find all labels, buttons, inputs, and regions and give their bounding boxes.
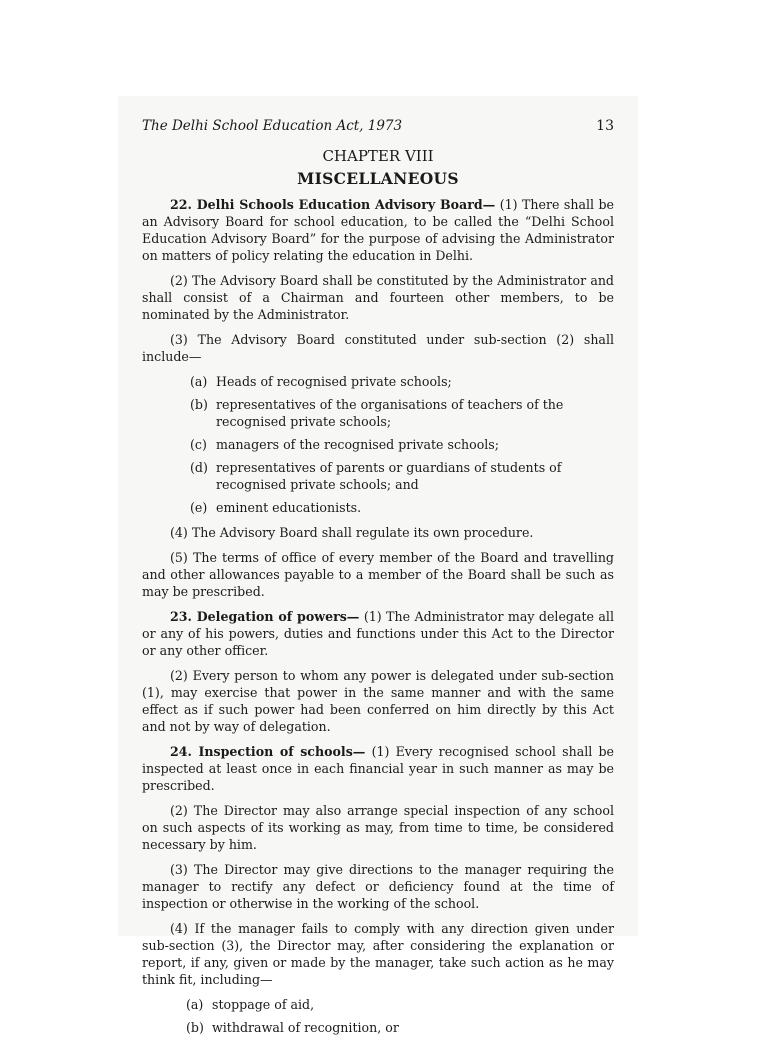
section-23-title: 23. Delegation of powers— [170,609,360,624]
list-item-text: eminent educationists. [216,500,362,515]
list-item-text: representatives of parents or guardians of students of recognised private schools; and [216,460,562,492]
list-item [142,1019,614,1036]
list-item [142,373,614,390]
list-item-text: Heads of recognised private schools; [216,374,452,389]
section-24-paragraph-4: (4) If the manager fails to comply with any direction given under sub-section (3), the Director may, after considering the explanation or report, if any, given or made by the manager, take such action as he may think fit, including— [142,921,614,987]
list-item-label: (b) [186,1020,204,1035]
section-23-paragraph-1 [142,608,614,659]
list-item-text: withdrawal of recognition, or [212,1020,399,1035]
section-22-title: 22. Delhi Schools Education Advisory Board— [170,197,496,212]
list-item [142,996,614,1013]
list-item-text: representatives of the organisations of teachers of the recognised private schools; [216,397,564,429]
list-item-label: (c) [190,437,207,452]
running-title: The Delhi School Education Act, 1973 [142,118,403,134]
section-24-paragraph-1 [142,743,614,794]
chapter-number: CHAPTER VIII [322,147,434,165]
section-22-paragraph-4: (4) The Advisory Board shall regulate its own procedure. [170,525,534,540]
section-24-paragraph-2: (2) The Director may also arrange special inspection of any school on such aspects of its working as may, from time to time, be considered necessary by him. [142,803,614,852]
list-item [142,436,614,453]
section-24-list [142,996,614,1036]
section-22-paragraph-1 [142,196,614,264]
running-header [142,118,614,136]
section-22-paragraph-5: (5) The terms of office of every member of the Board and travelling and other allowances payable to a member of the Board shall be such as may be prescribed. [142,550,614,599]
list-item-label: (d) [190,460,208,475]
page-number: 13 [596,118,614,134]
list-item-label: (a) [186,997,204,1012]
chapter-title: MISCELLANEOUS [297,169,459,188]
section-22-list [142,373,614,516]
section-22-text-1: (1) There shall be an Advisory Board for school education, to be called the “Delhi School Education Advisory Board” for the purpose of advising the Administrator on matters of policy relating the education in Delhi. [142,197,614,263]
list-item [142,396,614,430]
list-item-text: stoppage of aid, [212,997,315,1012]
section-22-paragraph-2: (2) The Advisory Board shall be constituted by the Administrator and shall consist of a Chairman and fourteen other members, to be nominated by the Administrator. [142,273,614,322]
list-item-label: (a) [190,374,208,389]
list-item-label: (e) [190,500,208,515]
section-23-paragraph-2: (2) Every person to whom any power is delegated under sub-section (1), may exercise that power in the same manner and with the same effect as if such power had been conferred on him directly by this Act and not by way of delegation. [142,668,614,734]
list-item-label: (b) [190,397,208,412]
section-24-title: 24. Inspection of schools— [170,744,366,759]
page-body [142,146,614,1044]
section-24-text-1: (1) Every recognised school shall be inspected at least once in each financial year in such manner as may be prescribed. [142,744,614,793]
section-23-text-1: (1) The Administrator may delegate all or any of his powers, duties and functions under this Act to the Director or any other officer. [142,609,614,658]
section-24-paragraph-3: (3) The Director may give directions to the manager requiring the manager to rectify any defect or deficiency found at the time of inspection or otherwise in the working of the school. [142,862,614,911]
list-item [142,459,614,493]
list-item [142,499,614,516]
section-22-paragraph-3: (3) The Advisory Board constituted under sub-section (2) shall include— [142,332,614,364]
list-item-text: managers of the recognised private schools; [216,437,500,452]
